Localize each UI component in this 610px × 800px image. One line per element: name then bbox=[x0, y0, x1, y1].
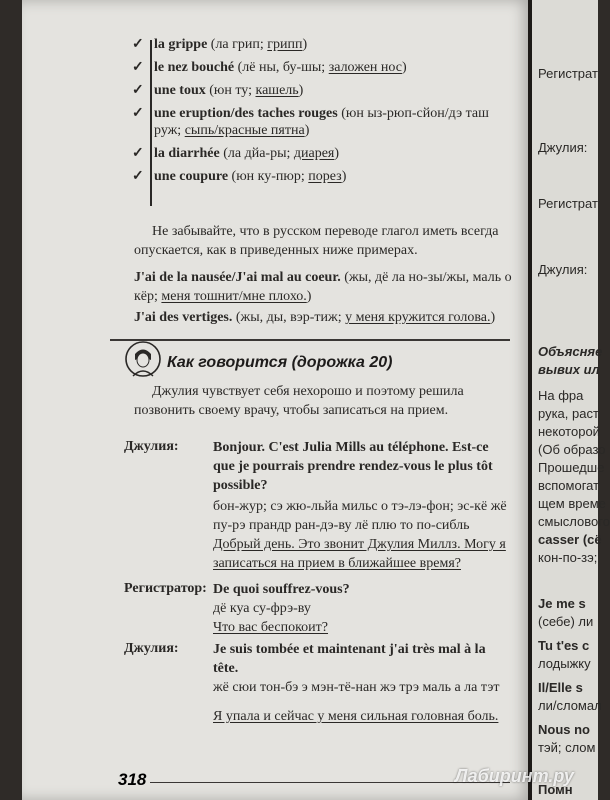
dialogue-block: Bonjour. C'est Julia Mills au téléphone. Est-ce que je pourrais prendre rendez-vous le plus tôt possible? бон-жур; сэ жю-льйа мильс о тэ-лэ-фон; эс-кё жё пу-рэ прандр ран-дэ-ву лё плю то по-сибль Добрый день. Это звонит Джулия Миллз. Могу я записаться на прием в ближайшее время? bbox=[213, 440, 507, 571]
speaker-label: Джулия: bbox=[124, 641, 179, 656]
list-item: ✓ une eruption/des taches rouges (юн ыз-рюп-сйон/дэ таш руж; сыпь/красные пятна) bbox=[132, 106, 489, 138]
french-word: la diarrhée bbox=[154, 146, 220, 161]
example-sentence: J'ai de la nausée/J'ai mal au coeur. (жы, дё ла но-зы/жы, маль о кёр; меня тошнит/мне плохо.) bbox=[134, 270, 512, 304]
list-item: ✓ une toux (юн ту; кашель) bbox=[132, 83, 304, 98]
example-sentence: J'ai des vertiges. (жы, ды, вэр-тиж; у меня кружится голова.) bbox=[134, 310, 496, 325]
checkmark-icon: ✓ bbox=[132, 106, 144, 121]
section-title: Как говорится (дорожка 20) bbox=[167, 354, 393, 371]
list-item: ✓ le nez bouché (лё ны, бу-шы; заложен нос) bbox=[132, 60, 407, 75]
speaker-label: Джулия: bbox=[124, 439, 179, 454]
speaker-label: Регистратор: bbox=[124, 581, 207, 596]
speaking-person-icon bbox=[124, 340, 162, 378]
dialogue-block: De quoi souffrez-vous? дё куа су-фрэ-ву Что вас беспокоит? bbox=[213, 582, 350, 635]
checkmark-icon: ✓ bbox=[132, 169, 144, 184]
grammar-note: Не забывайте, что в русском переводе глагол иметь всегда опускается, как в приведенных ниже примерах. bbox=[134, 224, 499, 258]
french-word: une eruption/des taches rouges bbox=[154, 106, 338, 121]
list-item: ✓ la diarrhée (ла дйа-ры; диарея) bbox=[132, 146, 340, 161]
dialogue-intro: Джулия чувствует себя нехорошо и поэтому решила позвонить своему врачу, чтобы записаться на прием. bbox=[134, 384, 464, 418]
section-divider bbox=[110, 339, 510, 341]
symptom-list bbox=[132, 36, 512, 191]
list-item: ✓ une coupure (юн ку-пюр; порез) bbox=[132, 169, 347, 184]
french-word: le nez bouché bbox=[154, 60, 235, 75]
french-word: la grippe bbox=[154, 37, 208, 52]
french-word: une coupure bbox=[154, 169, 229, 184]
checkmark-icon: ✓ bbox=[132, 146, 144, 161]
checkmark-icon: ✓ bbox=[132, 83, 144, 98]
dialogue-block: Je suis tombée et maintenant j'ai très mal à la tête. жё сюи тон-бэ э мэн-тё-нан жэ трэ маль а ла тэт Я упала и сейчас у меня сильная головная боль. bbox=[213, 642, 500, 724]
checkmark-icon: ✓ bbox=[132, 37, 144, 52]
list-item: ✓ la grippe (ла грип; грипп) bbox=[132, 37, 308, 52]
checkmark-icon: ✓ bbox=[132, 60, 144, 75]
watermark-logo: Лабиринт.ру bbox=[455, 766, 574, 786]
french-word: une toux bbox=[154, 83, 206, 98]
page-number: 318 bbox=[118, 770, 147, 789]
